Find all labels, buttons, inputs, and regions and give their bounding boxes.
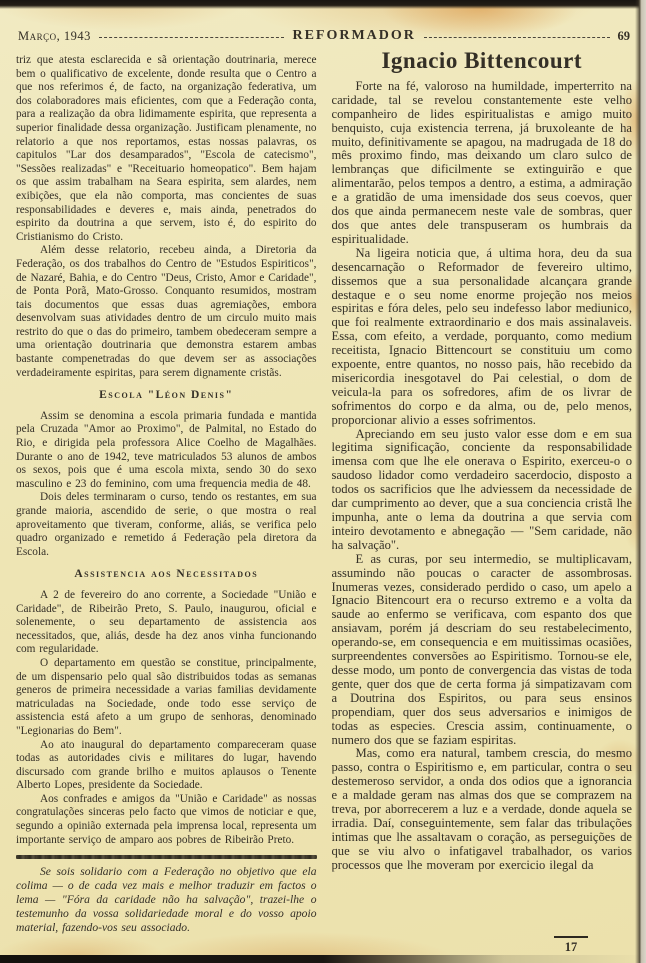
paragraph: triz que atesta esclarecida e sã orientação doutrinaria, merece bem o qualificativo de excelente, donde resulta que o Centro a que nos referimos é, de facto, na organização federativa, um dos colaboradores mais eficientes, com que a Federação conta, para a realização da obra lidimamente espirita, que representa a superior finalidade dessa organização. Justificam plenamente, no relatorio a que nos reportamos, estas nossas palavras, os capitulos "Lar dos desamparados", "Escola de catecismo", "Sessões realizadas" e "Receituario homeopatico". Bem hajam os que assim trabalham na Seara espirita, sem alardes, nem exibições, que ela não comporta, mas concientes de suas responsabilidades e deveres e, mais ainda, penetrados do espirito da doutrina a que servem, isto é, do espirito do Cristianismo do Cristo.: [16, 54, 317, 243]
masthead-title: REFORMADOR: [292, 28, 416, 43]
paragraph: O departamento em questão se constitue, principalmente, de um dispensario pelo qual são distribuidos todas as semanas generos de primeira necessidade a varias familias devidamente matriculadas na Sociedade, onde todo esse serviço de assistencia está afeto a um grupo de senhoras, denominado "Legionarias do Bem".: [16, 656, 317, 737]
federation-appeal-note: Se sois solidario com a Federação no objetivo que ela colima — o de cada vez mais e melhor traduzir em factos o lema — "Fóra da caridade não ha salvação", trazei-lhe o testemunho da vossa solidariedade moral e do vosso apoio material, fazendo-vos seu associado.: [16, 865, 317, 935]
page-number-bottom: 17: [564, 940, 578, 954]
page-number-top: 69: [617, 28, 630, 43]
paragraph: A 2 de fevereiro do ano corrente, a Sociedade "União e Caridade", de Ribeirão Preto, S. Paulo, inaugurou, oficial e solenemente, o seu departamento de assistencia aos necessitados, que, aliás, desde ha dez anos vinha funcionando com regularidade.: [16, 588, 317, 656]
left-column: [16, 50, 317, 963]
paragraph: Mas, como era natural, tambem crescia, do mesmo passo, contra o Espiritismo e, em particular, contra o seu destemeroso servidor, a onda dos odios que a ignorancia e a maldade geram nas almas dos que se comprazem na treva, por aborrecerem a luz e a verdade, donde aquela se irradia. Daí, conseguintemente, sem falar das tribulações intimas que lhe assaltavam o coração, as perseguições de que se viu alvo o infatigavel trabalhador, os varios processos que lhe moveram por exercicio ilegal da: [331, 746, 632, 872]
page-header: [18, 28, 630, 44]
paragraph: E as curas, por seu intermedio, se multiplicavam, assumindo não poucas o caracter de assombrosas. Inumeras vezes, considerado perdido o caso, um apelo a Ignacio Bitencourt era o recurso extremo e a volta da saude ao enfermo se verificava, com espanto dos que ansiavam, porém já descriam do seu restabelecimento, operando-se, em consequencia e em muitissimas ocasiões, surpreendentes conversões ao Espiritismo. Tornou-se ele, desse modo, um ponto de convergencia das vistas de toda gente, quer dos que de certa forma já simpatizavam com a Doutrina dos Espiritos, ou para seus ensinos propendiam, quer dos seus adversarios e inimigos de todas as especies. Crescia assim, continuamente, o numero dos que se faziam espiritas.: [331, 551, 632, 747]
paragraph: Assim se denomina a escola primaria fundada e mantida pela Cruzada "Amor ao Proximo", de Palmital, no Estado do Rio, e dirigida pela professora Alice Coelho de Magalhães. Durante o ano de 1942, teve matriculados 53 alunos de ambos os sexos, pois que é uma escola mixta, sendo 30 do sexo masculino e 23 do feminino, com uma frequencia media de 48.: [16, 409, 317, 490]
section-heading-assistencia: Assistencia aos Necessitados: [74, 568, 259, 581]
paragraph: Dois deles terminaram o curso, tendo os restantes, em sua grande maioria, ascendido de serie, o que mostra o real aproveitamento que tiveram, conforme, aliás, se verifica pelo quadro organizado e remetido á Federação pela diretora da Escola.: [16, 491, 317, 558]
paragraph: Aos confrades e amigos da "União e Caridade" as nossas congratulações sinceras pelo facto que vimos de noticiar e que, segundo a opinião externada pela imprensa local, representa um importante serviço de amparo aos pobres de Ribeirão Preto.: [16, 792, 317, 846]
section-divider-rule: [16, 855, 317, 859]
paragraph: Na ligeira noticia que, á ultima hora, deu da sua desencarnação o Reformador de fevereiro ultimo, dissemos que a sua personalidade alcançara grande destaque e o seu nome enorme projeção nos meios espiritas e fóra deles, pelo seu indefesso labor mediunico, que foi realmente extraordinario e dos mais assinalaveis. Essa, com efeito, a verdade, porquanto, como medium receitista, Ignacio Bittencourt se constituiu um como expoente, entre quantos, no nosso pais, hão recebido da misericordia inesgotavel do Pai celestial, o dom de veicula-la para os sofredores, afim de os livrar de sofrimentos do corpo e da alma, ou de, pelo menos, proporcionar alivio a esses sofrimentos.: [331, 245, 632, 427]
scan-edge-right: [635, 0, 646, 963]
header-rule-left: [99, 37, 285, 38]
paragraph: Forte na fé, valoroso na humildade, imperterrito na caridade, tal se revelou constantemente este velho companheiro de lides espiritualistas e amigo muito benquisto, cuja existencia terrena, já bruxoleante de ha muito, definitivamente se apagou, na madrugada de 18 do mês proximo findo, mas deixando um claro sulco de lembranças que dificilmente se extinguirão e que alimentarão, pelos tempos a dentro, a estima, a admiração e a gratidão de uma imensidade dos seus coevos, quer dos que ainda permanecem neste vale de sombras, quer dos que antes dele transpuseram os humbrais da espiritualidade.: [331, 78, 632, 246]
issue-date: Março, 1943: [18, 28, 91, 43]
footer-rule: [554, 936, 588, 938]
header-rule-right: [424, 37, 610, 38]
page-footer: [548, 936, 594, 955]
scan-edge-top: [0, 0, 646, 9]
right-column: [332, 50, 633, 963]
section-heading-escola-leon-denis: Escola "Léon Denis": [99, 389, 234, 402]
article-title: Ignacio Bittencourt: [381, 50, 582, 73]
paragraph: Ao ato inaugural do departamento compareceram quase todas as autoridades civis e militares do lugar, havendo discursado com grande brilho e muitos aplausos o Tenente Alberto Lopes, presidente da Sociedade.: [16, 738, 317, 792]
paragraph: Apreciando em seu justo valor esse dom e em sua legitima significação, conciente da responsabilidade imensa com que lhe ele onerava o Espirito, exerceu-o o saudoso lidador como verdadeiro sacerdocio, disposto a todos os sacrificios que lhe adviessem da necessidade de dar cumprimento ao dever, que a sua conciencia cristã lhe impunha, ante o lema da doutrina a que servia com inteiro devotamento e abnegação — "Sem caridade, não ha salvação".: [331, 426, 632, 552]
paragraph: Além desse relatorio, recebeu ainda, a Diretoria da Federação, os dos trabalhos do Centro de "Estudos Espiriticos", de Nazaré, Bahia, e do Centro "Deus, Cristo, Amor e Caridade", de Ponta Porã, Mato-Grosso. Conquanto resumidos, mostram tais documentos que essas duas agremiações, embora desenvolvam suas atividades dentro de um circulo muito mais restrito do que o das do primeiro, tambem obedeceram sempre a uma orientação doutrinaria que demonstra estarem ambas bastante compenetradas do que devem ser as associações verdadeiramente espiritas, para serem dignamente cristãs.: [16, 244, 317, 379]
two-column-layout: [16, 50, 632, 963]
